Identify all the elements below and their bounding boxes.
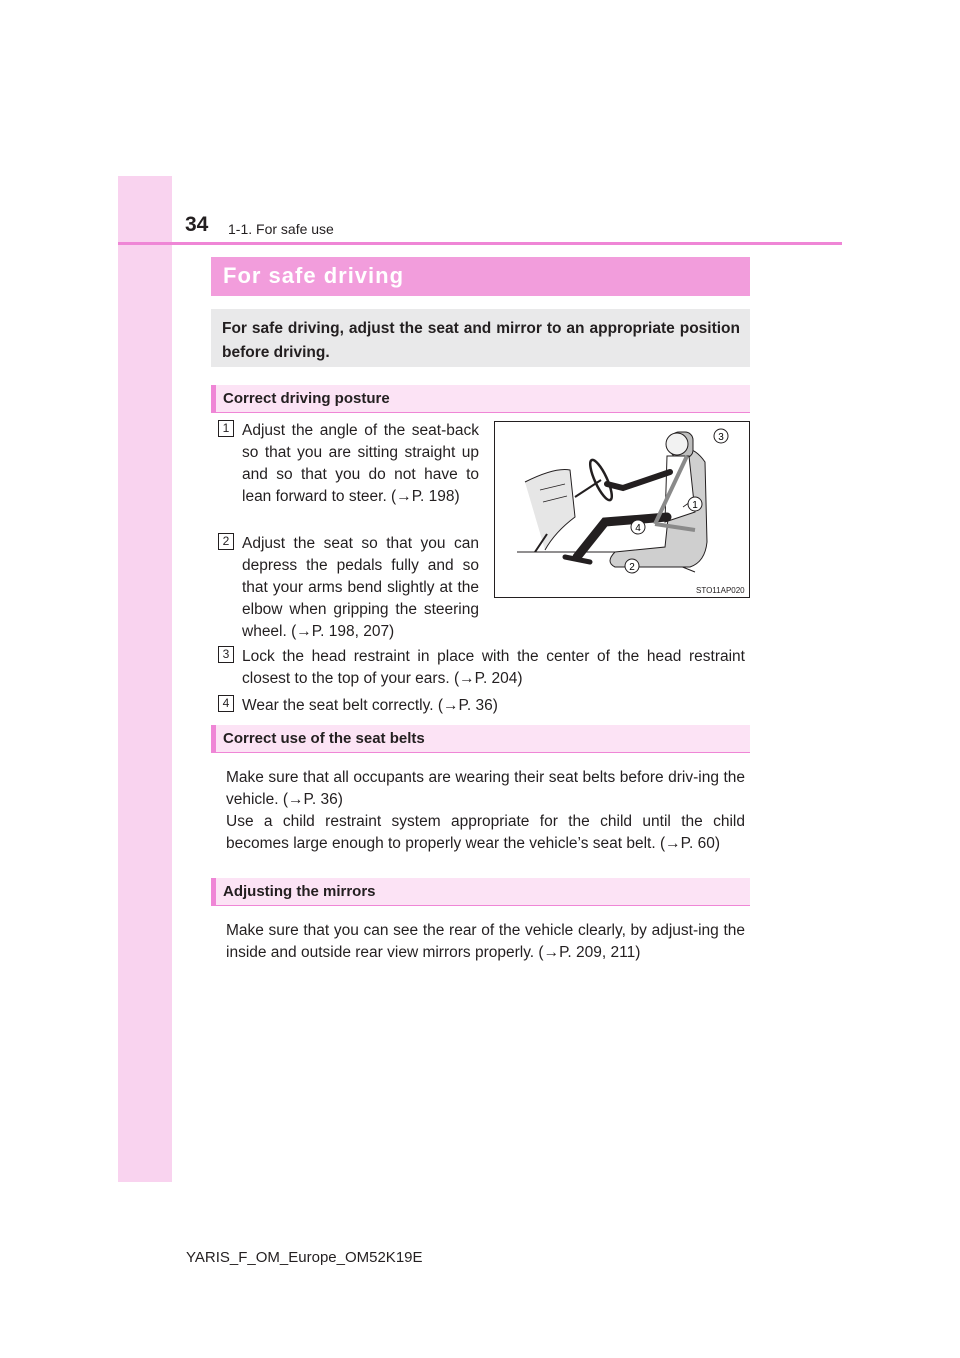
heading-mirrors — [211, 878, 750, 906]
seat-belts-text-2: Use a child restraint system appropriate for the child until the child becomes large enough to properly wear the vehicle’s seat belt. (→P. 60) — [226, 813, 745, 852]
heading-driving-posture-label: Correct driving posture — [223, 390, 390, 407]
callout-4-label: 4 — [635, 523, 641, 534]
marker-4: 4 — [218, 695, 234, 712]
driver-arm — [607, 472, 670, 488]
heading-mirrors-label: Adjusting the mirrors — [223, 883, 376, 900]
chapter-title: 1-1. For safe use — [228, 221, 334, 237]
header-rule — [118, 242, 842, 245]
section-title-bar — [211, 257, 750, 296]
mirrors-text: Make sure that you can see the rear of the vehicle clearly, by adjust-ing the inside and outside rear view mirrors properly. (→P. 209, 211) — [226, 922, 745, 961]
heading-driving-posture — [211, 385, 750, 413]
heading-seat-belts — [211, 725, 750, 753]
callout-3-label: 3 — [718, 432, 724, 443]
heading-seat-belts-label: Correct use of the seat belts — [223, 730, 425, 747]
posture-item-4: Wear the seat belt correctly. (→P. 36) — [242, 697, 498, 714]
page-number: 34 — [185, 213, 209, 236]
posture-item-2: Adjust the seat so that you can depress the pedals fully and so that your arms bend slightly at the elbow when gripping the steering wheel. (→P. 198, 207) — [242, 535, 479, 640]
dashboard-shape — [525, 470, 575, 551]
document-id-footer: YARIS_F_OM_Europe_OM52K19E — [186, 1249, 423, 1266]
posture-item-3: Lock the head restraint in place with the center of the head restraint closest to the top of your ears. (→P. 204) — [242, 648, 745, 687]
driving-posture-figure — [494, 421, 750, 598]
callout-2-label: 2 — [629, 562, 635, 573]
intro-text: For safe driving, adjust the seat and mirror to an appropriate position before driving. — [222, 320, 740, 361]
seat-belts-text-1: Make sure that all occupants are wearing their seat belts before driv-ing the vehicle. (→P. 36) — [226, 769, 745, 808]
posture-item-1: Adjust the angle of the seat-back so that you are sitting straight up and so that you do not have to lean forward to steer. (→P. 198) — [242, 422, 479, 505]
side-band — [118, 176, 172, 1182]
intro-box — [211, 309, 750, 367]
callout-1-label: 1 — [692, 500, 698, 511]
page-title: For safe driving — [223, 263, 405, 288]
figure-code: STO11AP020 — [696, 586, 745, 595]
steering-column — [575, 480, 601, 497]
marker-2: 2 — [218, 533, 234, 550]
driver-shoe — [565, 557, 590, 562]
driver-head — [666, 433, 688, 455]
driving-posture-illustration — [495, 422, 751, 599]
marker-1: 1 — [218, 420, 234, 437]
marker-3: 3 — [218, 646, 234, 663]
